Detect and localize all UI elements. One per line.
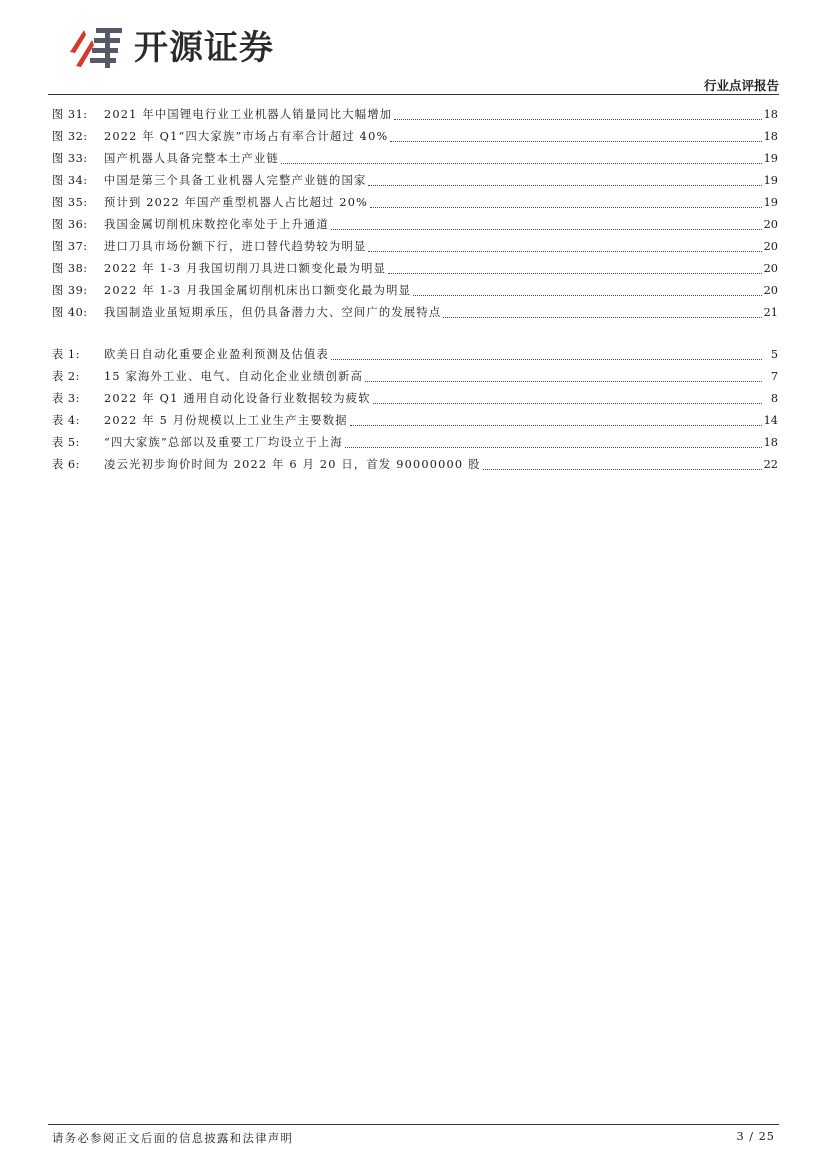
toc-dot-leader: [483, 468, 762, 470]
company-logo-icon: [66, 22, 126, 72]
figure-list: [52, 104, 778, 324]
toc-entry-label: 图 40:: [52, 306, 88, 319]
toc-entry-page: 20: [763, 262, 778, 275]
toc-entry[interactable]: [52, 148, 778, 170]
toc-entry-label: 表 6:: [52, 458, 80, 471]
toc-entry[interactable]: [52, 236, 778, 258]
toc-entry[interactable]: [52, 344, 778, 366]
toc-entry[interactable]: [52, 258, 778, 280]
toc-dot-leader: [370, 206, 762, 208]
toc-entry-label: 表 4:: [52, 414, 80, 427]
toc-entry-title: 15 家海外工业、电气、自动化企业业绩创新高: [104, 370, 364, 383]
toc-entry-page: 20: [763, 240, 778, 253]
toc-entry-label: 图 35:: [52, 196, 88, 209]
toc-dot-leader: [390, 140, 761, 142]
toc-entry-title: 2022 年 Q1 通用自动化设备行业数据较为疲软: [104, 392, 371, 405]
toc-entry-title: “四大家族”总部以及重要工厂均设立于上海: [104, 436, 343, 449]
toc-entry[interactable]: [52, 192, 778, 214]
toc-entry-label: 图 33:: [52, 152, 88, 165]
toc-dot-leader: [345, 446, 762, 448]
toc-entry-title: 欧美日自动化重要企业盈利预测及估值表: [104, 348, 329, 361]
toc-entry-title: 国产机器人具备完整本土产业链: [104, 152, 279, 165]
toc-entry-title: 2022 年 Q1“四大家族”市场占有率合计超过 40%: [104, 130, 389, 143]
toc-entry-page: 18: [763, 108, 778, 121]
toc-dot-leader: [388, 272, 761, 274]
toc-entry-label: 表 1:: [52, 348, 80, 361]
toc-entry-page: 20: [763, 218, 778, 231]
toc-entry[interactable]: [52, 170, 778, 192]
toc-entry-label: 表 5:: [52, 436, 80, 449]
toc-dot-leader: [350, 424, 762, 426]
footer-divider: [48, 1124, 779, 1125]
toc-dot-leader: [281, 162, 762, 164]
toc-entry[interactable]: [52, 432, 778, 454]
page-header: [0, 0, 827, 100]
toc-entry[interactable]: [52, 410, 778, 432]
toc-dot-leader: [394, 118, 761, 120]
toc-dot-leader: [331, 228, 762, 230]
toc-entry[interactable]: [52, 214, 778, 236]
toc-entry-title: 预计到 2022 年国产重型机器人占比超过 20%: [104, 196, 369, 209]
toc-entry[interactable]: [52, 302, 778, 324]
toc-entry[interactable]: [52, 104, 778, 126]
toc-dot-leader: [368, 184, 761, 186]
toc-entry-page: 18: [763, 436, 778, 449]
toc-entry-title: 我国金属切削机床数控化率处于上升通道: [104, 218, 329, 231]
toc-entry[interactable]: [52, 280, 778, 302]
toc-entry-page: 19: [763, 174, 778, 187]
toc-entry-title: 我国制造业虽短期承压，但仍具备潜力大、空间广的发展特点: [104, 306, 442, 319]
toc-entry-page: 18: [763, 130, 778, 143]
toc-entry-page: 14: [763, 414, 778, 427]
header-divider: [48, 94, 779, 95]
toc-entry-label: 图 31:: [52, 108, 88, 121]
toc-dot-leader: [373, 402, 762, 404]
toc-entry-title: 2021 年中国锂电行业工业机器人销量同比大幅增加: [104, 108, 393, 121]
toc-entry-page: 20: [763, 284, 778, 297]
toc-entry-page: 7: [770, 370, 778, 383]
toc-entry[interactable]: [52, 454, 778, 476]
toc-dot-leader: [443, 316, 761, 318]
page-number: 3 / 25: [736, 1130, 775, 1143]
toc-entry[interactable]: [52, 388, 778, 410]
toc-entry-title: 2022 年 1-3 月我国金属切削机床出口额变化最为明显: [104, 284, 412, 297]
footer-disclaimer: 请务必参阅正文后面的信息披露和法律声明: [52, 1132, 294, 1145]
toc-entry-label: 图 34:: [52, 174, 88, 187]
report-type: 行业点评报告: [703, 78, 779, 93]
toc-entry-label: 图 32:: [52, 130, 88, 143]
toc-dot-leader: [368, 250, 761, 252]
toc-entry-label: 表 2:: [52, 370, 80, 383]
toc-entry-title: 进口刀具市场份额下行，进口替代趋势较为明显: [104, 240, 367, 253]
table-list: [52, 344, 778, 476]
toc-entry-label: 图 36:: [52, 218, 88, 231]
toc-entry-page: 21: [763, 306, 778, 319]
toc-entry-title: 2022 年 1-3 月我国切削刀具进口额变化最为明显: [104, 262, 387, 275]
toc-entry-page: 5: [770, 348, 778, 361]
toc-entry-page: 8: [770, 392, 778, 405]
toc-entry-title: 中国是第三个具备工业机器人完整产业链的国家: [104, 174, 367, 187]
toc-entry-page: 19: [763, 152, 778, 165]
toc-entry-page: 22: [763, 458, 778, 471]
toc-entry-page: 19: [763, 196, 778, 209]
toc-entry[interactable]: [52, 366, 778, 388]
toc-entry-label: 图 38:: [52, 262, 88, 275]
toc-entry-title: 凌云光初步询价时间为 2022 年 6 月 20 日，首发 90000000 股: [104, 458, 481, 471]
toc-entry[interactable]: [52, 126, 778, 148]
toc-dot-leader: [365, 380, 762, 382]
toc-dot-leader: [413, 294, 761, 296]
company-name: 开源证券: [134, 28, 274, 68]
toc-dot-leader: [331, 358, 762, 360]
toc-entry-label: 图 37:: [52, 240, 88, 253]
toc-entry-label: 图 39:: [52, 284, 88, 297]
toc-entry-title: 2022 年 5 月份规模以上工业生产主要数据: [104, 414, 348, 427]
toc-entry-label: 表 3:: [52, 392, 80, 405]
